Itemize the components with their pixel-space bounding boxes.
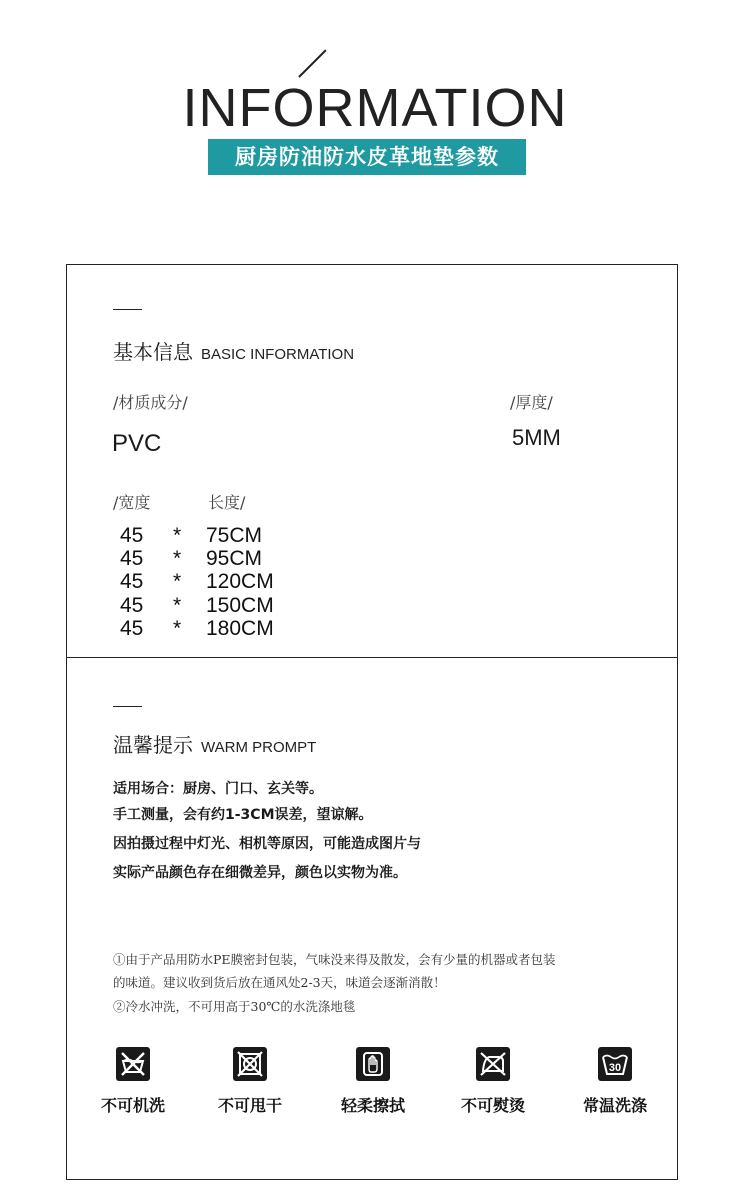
size-length: 120CM bbox=[206, 570, 274, 593]
tip-line: 手工测量，会有约1-3CM误差，望谅解。 bbox=[113, 807, 373, 823]
care-label: 轻柔擦拭 bbox=[340, 1096, 405, 1115]
basic-info-title-en: BASIC INFORMATION bbox=[201, 346, 355, 363]
care-label: 常温洗涤 bbox=[582, 1096, 647, 1115]
size-times: * bbox=[173, 594, 182, 617]
basic-info-heading bbox=[113, 336, 354, 365]
page-subtitle: 厨房防油防水皮革地垫参数 bbox=[208, 139, 526, 175]
care-label: 不可机洗 bbox=[100, 1096, 165, 1115]
warm-prompt-heading bbox=[113, 729, 316, 758]
thickness-value: 5MM bbox=[512, 425, 561, 450]
wash-temperature-badge: 30 bbox=[608, 1062, 622, 1074]
care-item bbox=[328, 1047, 418, 1116]
no-machine-wash-icon bbox=[116, 1047, 150, 1081]
care-label: 不可甩干 bbox=[217, 1096, 282, 1115]
care-item bbox=[205, 1047, 295, 1116]
note-line: ②冷水冲洗，不可用高于30℃的水洗涤地毯 bbox=[113, 999, 356, 1014]
page-title: INFORMATION bbox=[182, 78, 568, 138]
size-length: 180CM bbox=[206, 617, 274, 640]
no-tumble-dry-icon bbox=[233, 1047, 267, 1081]
size-times: * bbox=[173, 570, 182, 593]
care-item bbox=[570, 1047, 660, 1116]
basic-info-title-cn: 基本信息 bbox=[113, 340, 193, 364]
width-label: /宽度 bbox=[113, 493, 151, 512]
size-width: 45 bbox=[120, 547, 144, 570]
thickness-label: /厚度/ bbox=[510, 393, 553, 412]
care-item bbox=[88, 1047, 178, 1116]
size-width: 45 bbox=[120, 594, 144, 617]
size-times: * bbox=[173, 547, 182, 570]
size-times: * bbox=[173, 524, 182, 547]
no-iron-icon bbox=[476, 1047, 510, 1081]
tip-line: 适用场合：厨房、门口、玄关等。 bbox=[113, 781, 323, 797]
note-line: 的味道。建议收到货后放在通风处2-3天，味道会逐渐消散！ bbox=[113, 975, 446, 990]
warm-prompt-title-en: WARM PROMPT bbox=[201, 739, 317, 756]
size-width: 45 bbox=[120, 524, 144, 547]
material-label: /材质成分/ bbox=[113, 393, 188, 412]
material-value: PVC bbox=[112, 430, 162, 457]
basic-info-panel bbox=[66, 264, 678, 658]
size-times: * bbox=[173, 617, 182, 640]
size-width: 45 bbox=[120, 617, 144, 640]
care-label: 不可熨烫 bbox=[460, 1096, 525, 1115]
care-item bbox=[448, 1047, 538, 1116]
tip-line: 因拍摄过程中灯光、相机等原因，可能造成图片与 bbox=[113, 836, 421, 852]
wash-30-icon bbox=[598, 1047, 632, 1081]
section-dash bbox=[113, 309, 142, 310]
warm-prompt-title-cn: 温馨提示 bbox=[113, 733, 193, 757]
size-width: 45 bbox=[120, 570, 144, 593]
title-slash-decoration bbox=[298, 49, 326, 77]
length-label: 长度/ bbox=[208, 493, 246, 512]
size-length: 150CM bbox=[206, 594, 274, 617]
gentle-wipe-icon bbox=[356, 1047, 390, 1081]
section-dash bbox=[113, 706, 142, 707]
size-length: 95CM bbox=[206, 547, 263, 570]
note-line: ①由于产品用防水PE膜密封包装，气味没来得及散发，会有少量的机器或者包装 bbox=[113, 952, 556, 967]
size-length: 75CM bbox=[206, 524, 263, 547]
tip-line: 实际产品颜色存在细微差异，颜色以实物为准。 bbox=[113, 865, 407, 881]
